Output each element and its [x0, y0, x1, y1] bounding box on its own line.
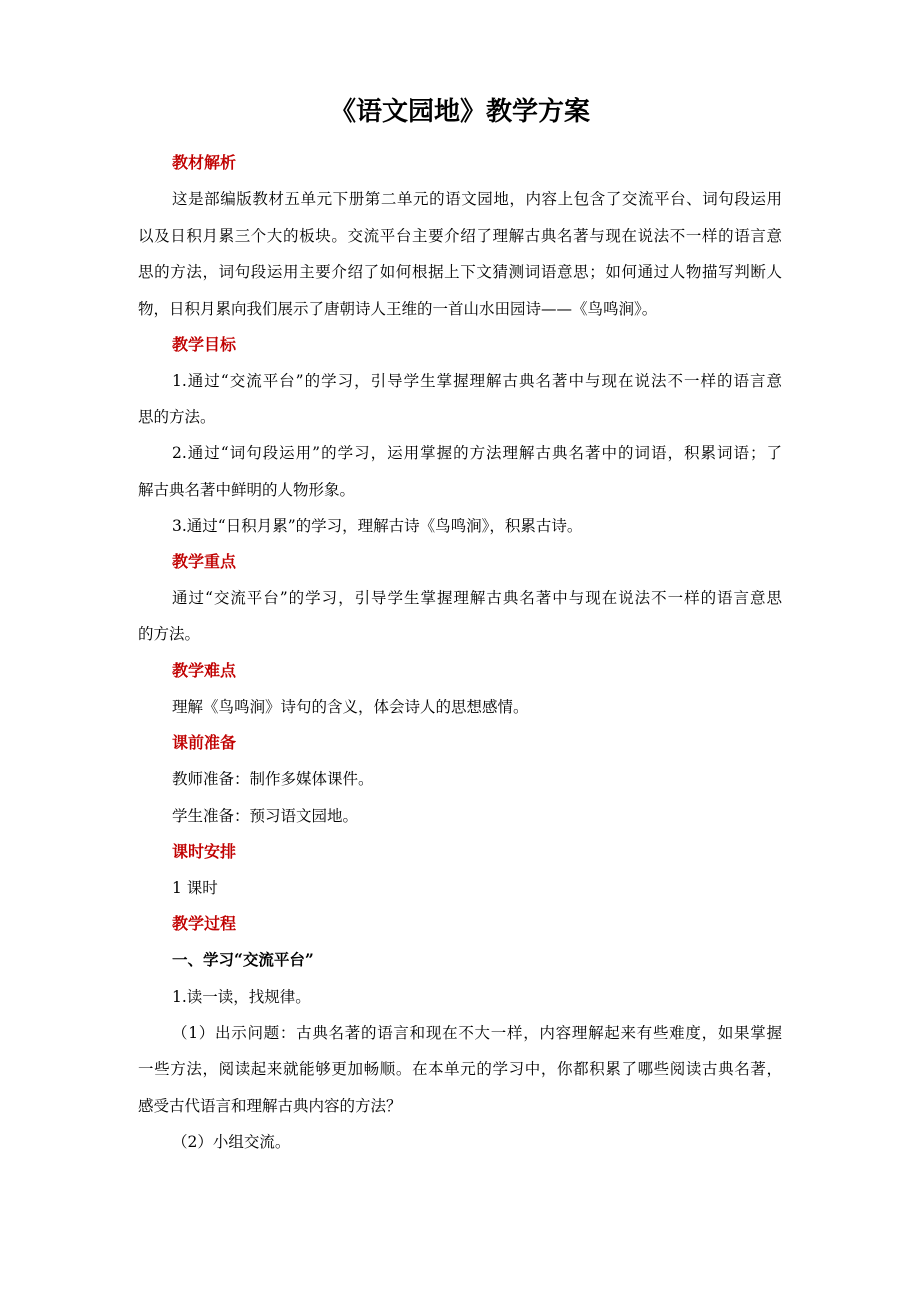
- schedule-line: 1 课时: [172, 879, 218, 897]
- preparation-line: 学生准备：预习语文园地。: [172, 807, 359, 825]
- process-line: （2）小组交流。: [172, 1133, 291, 1151]
- process-line: 感受古代语言和理解古典内容的方法？: [138, 1097, 402, 1115]
- heading-objectives: 教学目标: [172, 335, 237, 354]
- heading-process: 教学过程: [172, 914, 237, 933]
- process-line: 一些方法，阅读起来就能够更加畅顺。在本单元的学习中，你都积累了哪些阅读古典名著，: [138, 1060, 782, 1078]
- document-title: 《语文园地》教学方案: [329, 97, 590, 127]
- process-line: 1.读一读，找规律。: [172, 988, 311, 1006]
- heading-schedule: 课时安排: [172, 842, 237, 861]
- heading-preparation: 课前准备: [172, 733, 237, 752]
- objective-line: 3.通过“日积月累”的学习，理解古诗《鸟鸣涧》，积累古诗。: [172, 517, 583, 535]
- paragraph-line: 以及日积月累三个大的板块。交流平台主要介绍了理解古典名著与现在说法不一样的语言意: [138, 227, 782, 245]
- paragraph-line: 这是部编版教材五单元下册第二单元的语文园地，内容上包含了交流平台、词句段运用: [172, 190, 782, 208]
- heading-key-points: 教学重点: [172, 552, 237, 571]
- heading-difficulties: 教学难点: [172, 661, 237, 680]
- key-point-line: 通过“交流平台”的学习，引导学生掌握理解古典名著中与现在说法不一样的语言意思: [172, 589, 782, 607]
- paragraph-line: 思的方法，词句段运用主要介绍了如何根据上下文猜测词语意思；如何通过人物描写判断人: [138, 263, 782, 281]
- difficulty-line: 理解《鸟鸣涧》诗句的含义，体会诗人的思想感情。: [172, 698, 529, 716]
- paragraph-line: 物，日积月累向我们展示了唐朝诗人王维的一首山水田园诗——《鸟鸣涧》。: [138, 300, 658, 318]
- process-subheading: 一、学习“交流平台”: [172, 950, 314, 969]
- objective-line: 解古典名著中鲜明的人物形象。: [138, 481, 356, 499]
- preparation-line: 教师准备：制作多媒体课件。: [172, 770, 374, 788]
- objective-line: 思的方法。: [138, 408, 216, 426]
- objective-line: 1.通过“交流平台”的学习，引导学生掌握理解古典名著中与现在说法不一样的语言意: [172, 372, 782, 390]
- process-line: （1）出示问题：古典名著的语言和现在不大一样，内容理解起来有些难度，如果掌握: [172, 1024, 782, 1042]
- objective-line: 2.通过“词句段运用”的学习，运用掌握的方法理解古典名著中的词语，积累词语；了: [172, 444, 782, 462]
- key-point-line: 的方法。: [138, 625, 201, 643]
- heading-material-analysis: 教材解析: [172, 153, 237, 172]
